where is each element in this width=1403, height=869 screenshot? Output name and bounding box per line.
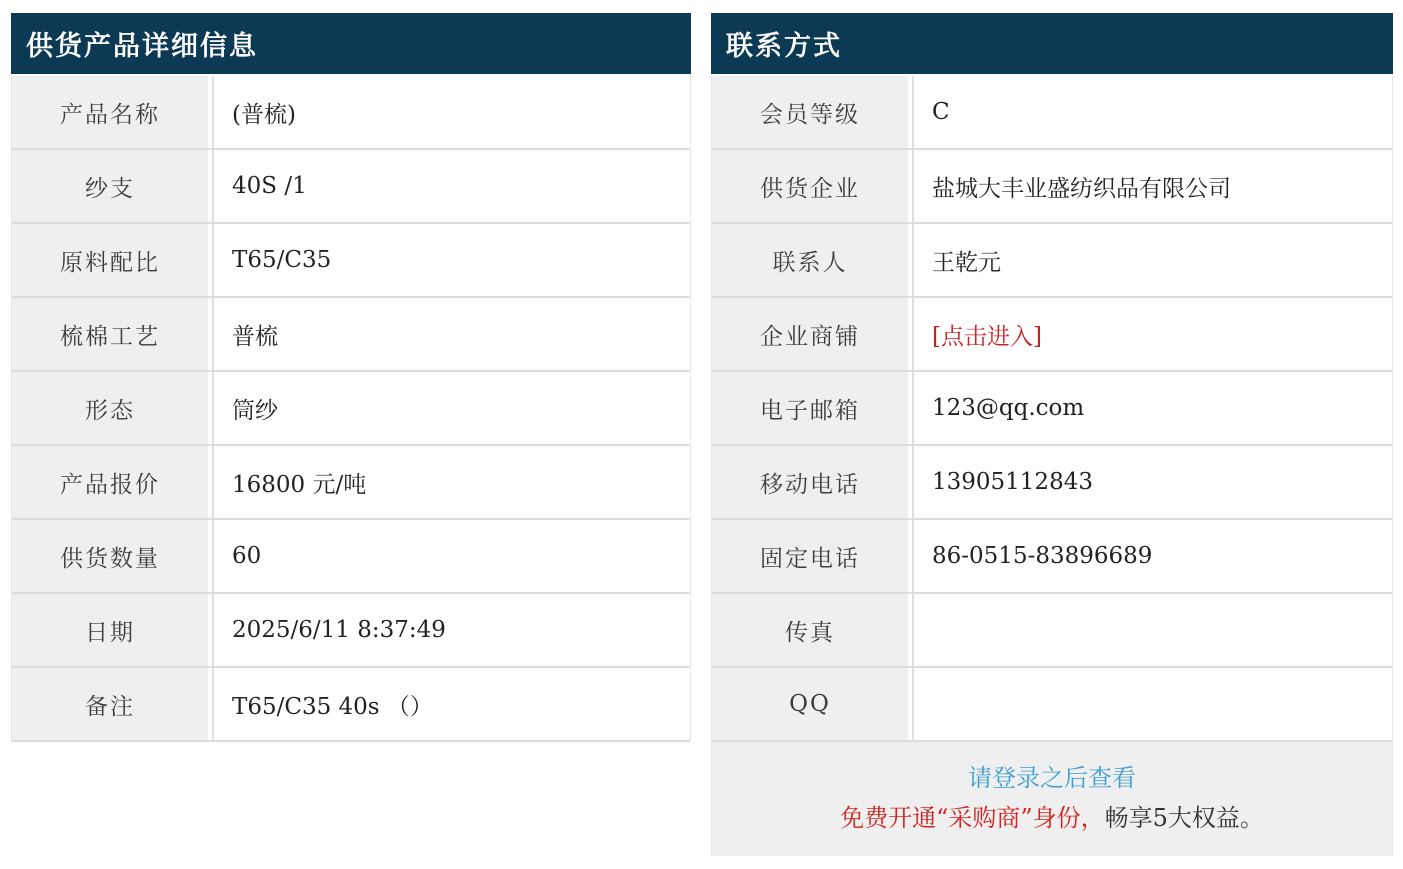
table-row-member-level	[712, 76, 1392, 150]
table-row-qq	[712, 668, 1392, 742]
table-row-remarks	[12, 668, 690, 742]
row-value: T65/C35	[212, 224, 690, 296]
row-label: QQ	[712, 668, 912, 740]
row-value: 60	[212, 520, 690, 592]
row-label: 移动电话	[712, 446, 912, 518]
row-label: 电子邮箱	[712, 372, 912, 444]
row-label: 企业商铺	[712, 298, 912, 370]
row-value: 16800 元/吨	[212, 446, 690, 518]
row-label: 会员等级	[712, 76, 912, 148]
product-detail-title: 供货产品详细信息	[11, 13, 691, 74]
row-label: 纱支	[12, 150, 212, 222]
row-label: 供货数量	[12, 520, 212, 592]
buyer-promo-link[interactable]: 免费开通“采购商”身份，	[840, 804, 1105, 832]
row-value: 盐城大丰业盛纺织品有限公司	[912, 150, 1392, 222]
table-row-supplier-company	[712, 150, 1392, 224]
row-label: 备注	[12, 668, 212, 740]
row-label: 固定电话	[712, 520, 912, 592]
contact-panel	[711, 13, 1393, 856]
row-value: T65/C35 40s （）	[212, 668, 690, 740]
table-row-fax	[712, 594, 1392, 668]
row-value: 86-0515-83896689	[912, 520, 1392, 592]
row-value: (普梳)	[212, 76, 690, 148]
row-label: 供货企业	[712, 150, 912, 222]
row-value	[912, 668, 1392, 740]
table-row-date	[12, 594, 690, 668]
contact-title: 联系方式	[711, 13, 1393, 74]
row-value: 40S /1	[212, 150, 690, 222]
row-label: 产品报价	[12, 446, 212, 518]
table-row-form	[12, 372, 690, 446]
row-label: 形态	[12, 372, 212, 444]
shop-enter-link[interactable]: [点击进入]	[912, 298, 1392, 370]
table-row-carding-process	[12, 298, 690, 372]
table-row-product-name	[12, 76, 690, 150]
row-label: 梳棉工艺	[12, 298, 212, 370]
buyer-promo-rest: 畅享5大权益。	[1104, 804, 1264, 832]
row-value: C	[912, 76, 1392, 148]
table-row-yarn-count	[12, 150, 690, 224]
table-row-quote-price	[12, 446, 690, 520]
buyer-promo-line	[712, 798, 1392, 838]
row-label: 传真	[712, 594, 912, 666]
table-row-landline-phone	[712, 520, 1392, 594]
product-detail-body	[11, 76, 691, 742]
product-detail-panel	[11, 13, 691, 742]
row-label: 联系人	[712, 224, 912, 296]
row-value: 123@qq.com	[912, 372, 1392, 444]
table-row-supply-quantity	[12, 520, 690, 594]
row-value: 王乾元	[912, 224, 1392, 296]
row-value: 2025/6/11 8:37:49	[212, 594, 690, 666]
login-to-view-link[interactable]: 请登录之后查看	[968, 764, 1136, 792]
contact-body	[711, 76, 1393, 856]
row-value	[912, 594, 1392, 666]
table-row-contact-person	[712, 224, 1392, 298]
row-label: 原料配比	[12, 224, 212, 296]
row-label: 日期	[12, 594, 212, 666]
row-value: 普梳	[212, 298, 690, 370]
table-row-email	[712, 372, 1392, 446]
table-row-mobile-phone	[712, 446, 1392, 520]
row-value: 13905112843	[912, 446, 1392, 518]
contact-footer	[712, 742, 1392, 856]
row-value: 筒纱	[212, 372, 690, 444]
table-row-material-ratio	[12, 224, 690, 298]
row-label: 产品名称	[12, 76, 212, 148]
table-row-company-shop	[712, 298, 1392, 372]
